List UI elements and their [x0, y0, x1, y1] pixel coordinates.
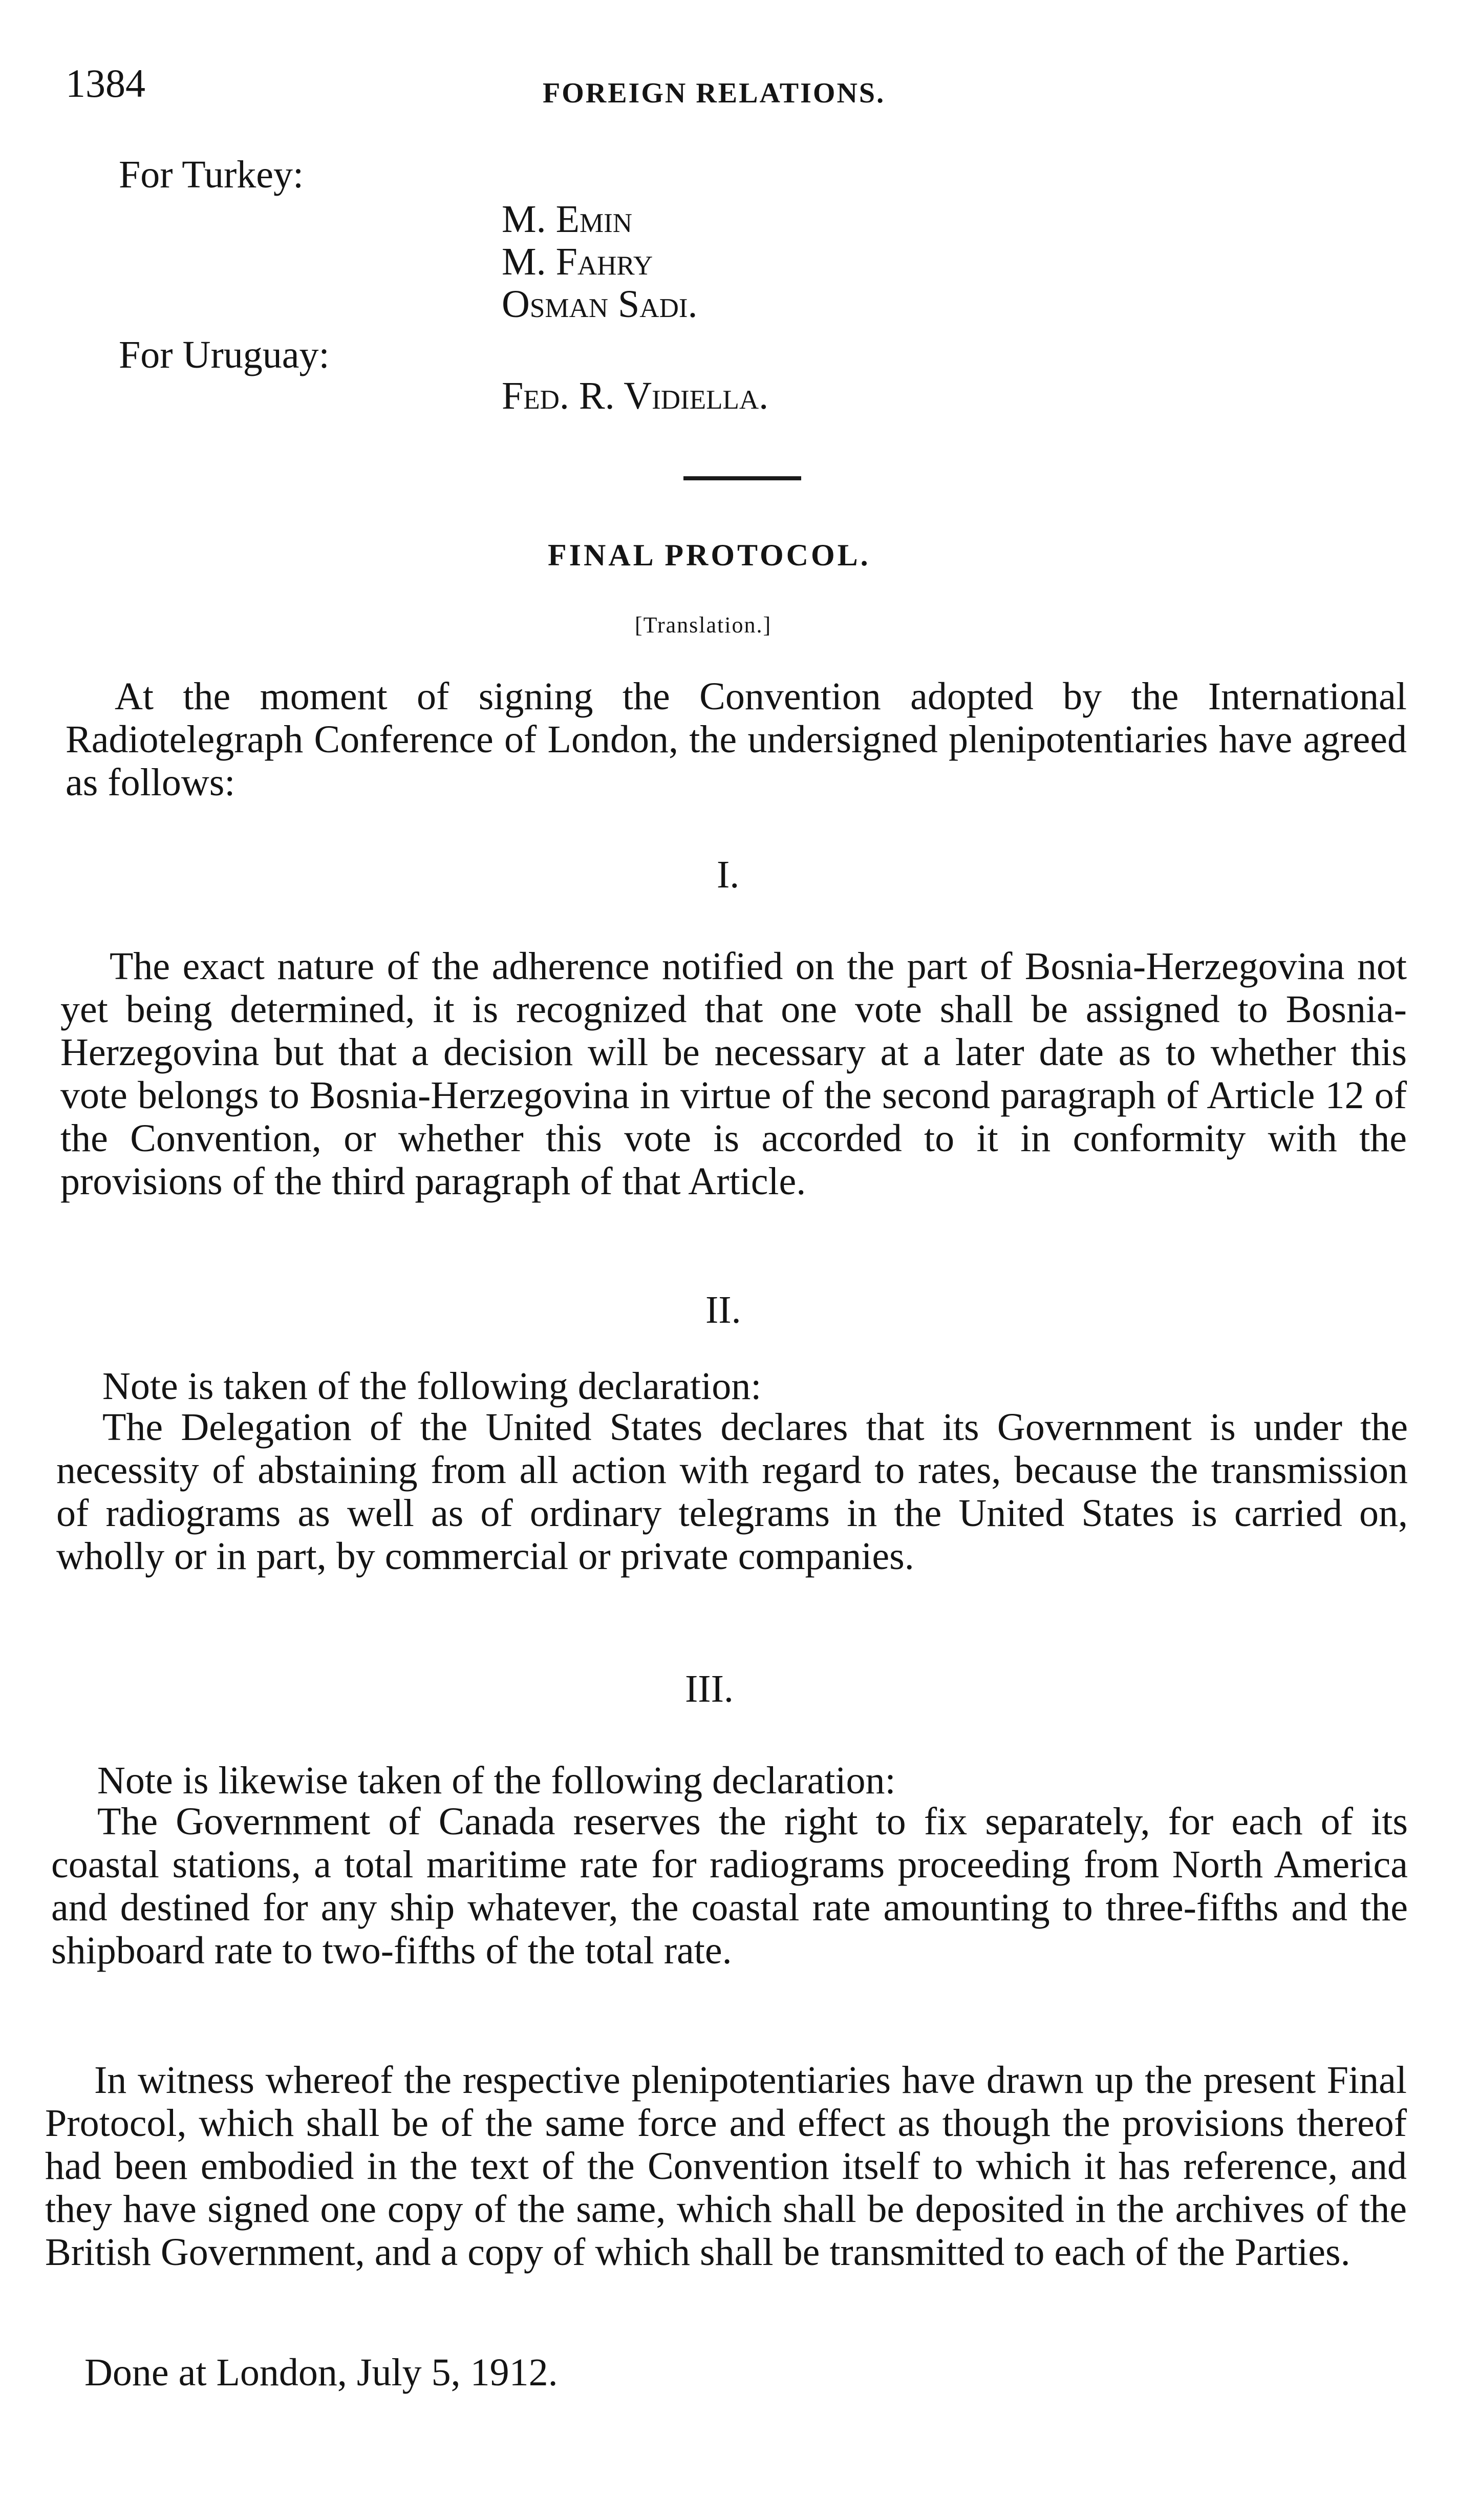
running-title: FOREIGN RELATIONS. — [543, 77, 886, 109]
signatory-country-turkey: For Turkey: — [119, 153, 304, 196]
section-paragraph: Note is taken of the following declaration: — [102, 1365, 762, 1408]
closing-line: Done at London, July 5, 1912. — [84, 2351, 558, 2394]
section-paragraph: The Delegation of the United States declares that its Government is under the necessity of abstaining from all action with regard to rates, because the transmission of radiograms as well as of ordinary telegrams in the United States is carried on, wholly or in part, by commercial or private companies. — [56, 1406, 1408, 1578]
section-numeral: III. — [685, 1667, 734, 1710]
section-divider — [683, 476, 801, 480]
translation-note: [Translation.] — [635, 612, 772, 638]
page-number: 1384 — [66, 61, 145, 105]
section-paragraph: Note is likewise taken of the following declaration: — [97, 1759, 896, 1802]
witness-paragraph: In witness whereof the respective plenipotentiaries have drawn up the present Final Protocol, which shall be of the same force and effect as though the provisions thereof had been embodied in the text of the Convention itself to which it has reference, and they have signed one copy of the same, which shall be deposited in the archives of the British Government, and a copy of which shall be transmitted to each of the Parties. — [45, 2059, 1407, 2274]
signatory-name: M. Emin — [502, 198, 633, 241]
signatory-country-uruguay: For Uruguay: — [119, 333, 330, 376]
section-numeral: II. — [705, 1288, 741, 1331]
section-paragraph: The exact nature of the adherence notified on the part of Bosnia-Herzegovina not yet being determined, it is recognized that one vote shall be assigned to Bosnia-Herzegovina but that a decision will be necessary at a later date as to whether this vote belongs to Bosnia-Herzegovina in virtue of the second paragraph of Article 12 of the Convention, or whether this vote is accorded to it in conformity with the provisions of the third paragraph of that Article. — [60, 945, 1407, 1203]
protocol-title: FINAL PROTOCOL. — [548, 538, 871, 572]
signatory-name: Osman Sadi. — [502, 283, 698, 326]
section-numeral: I. — [717, 853, 740, 896]
section-paragraph: The Government of Canada reserves the right to fix separately, for each of its coastal stations, a total maritime rate for radiograms proceeding from North America and destined for any ship whatever, the coastal rate amounting to three-fifths and the shipboard rate to two-fifths of the total rate. — [51, 1800, 1408, 1972]
signatory-name: M. Fahry — [502, 240, 653, 283]
intro-paragraph: At the moment of signing the Convention adopted by the International Radiotelegraph Conference of London, the undersigned plenipotentiaries have agreed as follows: — [66, 675, 1407, 804]
signatory-name: Fed. R. Vidiella. — [502, 374, 769, 417]
